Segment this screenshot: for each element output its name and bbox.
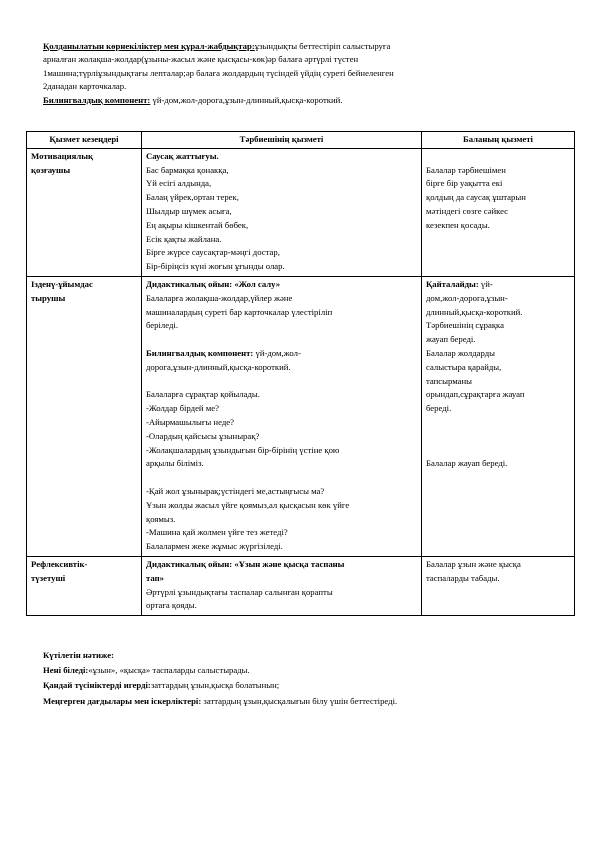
poem-line: Бірге жүрсе саусақтар-мәңгі достар,	[146, 247, 280, 258]
child-line: таспаларды табады.	[426, 572, 500, 583]
game-line: Әртүрлі ұзындықтағы таспалар салынған қорапты	[146, 586, 333, 597]
know-text: «ұзын», «қысқа» таспаларды салыстырады.	[88, 665, 250, 676]
child-line: Балалар ұзын және қысқа	[426, 558, 521, 569]
bilingual-label: Билингвалдық компонент:	[146, 347, 254, 358]
bilingual-text: үй-дом,жол-	[253, 347, 301, 358]
bilingual-label: Билингвалдық компонент:	[43, 94, 151, 105]
stage-line: қозғаушы	[31, 164, 71, 175]
question-line: Ұзын жолды жасыл үйге қоямыз,ал қысқасын көк үйге	[146, 499, 350, 510]
table-row	[27, 148, 575, 276]
teacher-cell	[142, 148, 422, 276]
results-heading: Күтілетін нәтиже:	[43, 650, 114, 660]
poem-line: Шылдыр шүмек асыға,	[146, 205, 232, 216]
repeat-text: үй-	[478, 278, 493, 289]
child-line: длинный,қысқа-короткий.	[426, 306, 523, 317]
bilingual-paragraph	[43, 94, 563, 107]
child-line: береді.	[426, 403, 452, 414]
skills-label: Меңгерген дағдылары мен іскерліктері:	[43, 695, 202, 706]
child-cell	[422, 276, 575, 556]
game-line: ортаға қояды.	[146, 600, 197, 611]
stage-line: түзетуші	[31, 572, 66, 583]
question-line: Балаларға сұрақтар қойылады.	[146, 389, 260, 400]
poem-line: Ең ақыры кішкентай бөбек,	[146, 219, 249, 230]
child-line: бірге бір уақытта екі	[426, 178, 503, 189]
skills-text: заттардың ұзын,қысқалығын білу үшін беттестіреді.	[201, 695, 398, 706]
poem-line: Балаң үйрек,ортан терек,	[146, 192, 239, 203]
know-label: Нені біледі:	[43, 665, 89, 676]
game-line: Балаларға жолақша-жолдар,үйлер және	[146, 292, 293, 303]
equipment-paragraph	[43, 40, 563, 53]
equipment-line: арналған жолақша-жолдар(ұзыны-жасыл және қысқасы-көк)әр балаға әртүрлі түстен	[43, 54, 359, 65]
question-line: қоямыз.	[146, 513, 176, 524]
game-title: Дидактикалық ойын: «Ұзын және қысқа таспаны	[146, 558, 345, 569]
know-line	[43, 663, 563, 678]
equipment-label: Қолданылатын көрнекіліктер мен құрал-жабдықтар:	[43, 41, 255, 51]
teacher-cell	[142, 276, 422, 556]
poem-line: Үй есігі алдында,	[146, 178, 212, 189]
stage-cell	[27, 556, 142, 615]
child-line: салыстыра қарайды,	[426, 361, 502, 372]
poem-line: Бір-біріңсіз күні жоғын ұғынды олар.	[146, 261, 285, 272]
child-cell	[422, 148, 575, 276]
lesson-table	[26, 131, 575, 616]
exercise-title: Саусақ жаттығуы.	[146, 150, 219, 161]
child-line: Балалар жауап береді.	[426, 458, 508, 469]
ideas-line	[43, 678, 563, 693]
bilingual-line	[146, 347, 417, 361]
stage-line: Мотивациялық	[31, 150, 93, 161]
ideas-label: Қандай түсініктерді игерді:	[43, 680, 151, 691]
poem-line: Есік қақты жайлана.	[146, 233, 222, 244]
equipment-line: 2данадан карточкалар.	[43, 81, 127, 92]
table-row	[27, 276, 575, 556]
table-row	[27, 556, 575, 615]
question-line: Балалармен жеке жұмыс жүргізіледі.	[146, 541, 283, 552]
stage-line: тырушы	[31, 292, 66, 303]
equipment-line: 1машина;түрліұзындықтағы лепталар;әр балаға жолдардың түсіндей үйдің суреті бейнеленген	[43, 67, 394, 78]
child-line: Балалар жолдарды	[426, 347, 496, 358]
game-title: тап»	[146, 572, 164, 583]
child-line: тапсырманы	[426, 375, 472, 386]
child-line	[426, 278, 570, 292]
question-line: -Олардың қайсысы ұзынырақ?	[146, 430, 260, 441]
stage-cell	[27, 148, 142, 276]
question-line: -Машина қай жолмен үйге тез жетеді?	[146, 527, 288, 538]
child-line: жауап береді.	[426, 334, 476, 345]
intro-section	[43, 40, 563, 107]
question-line: -Қай жол ұзынырақ;үстіндегі ме,астыңғысы ма?	[146, 485, 325, 496]
child-cell	[422, 556, 575, 615]
skills-line	[43, 694, 563, 709]
header-child: Баланың қызметі	[422, 132, 575, 149]
expected-results	[43, 648, 563, 709]
child-line: кезекпен қосады.	[426, 219, 490, 230]
child-line: мәтіндегі сөзге сәйкес	[426, 205, 509, 216]
table-header-row	[27, 132, 575, 149]
child-line: Тәрбиешінің сұрақка	[426, 320, 504, 331]
stage-cell	[27, 276, 142, 556]
child-line: дом,жол-дорога,ұзын-	[426, 292, 508, 303]
game-line: машиналардың суреті бар карточкалар үлестіріліп	[146, 306, 333, 317]
game-title: Дидактикалық ойын: «Жол салу»	[146, 278, 281, 289]
question-line: -Жолақшалардың ұзындығын бір-бірінің үстіне қою	[146, 444, 340, 455]
child-line: Балалар тәрбиешімен	[426, 164, 506, 175]
child-line: орындап,сұрақтарға жауап	[426, 389, 525, 400]
stage-line: Ізденү-ұйымдас	[31, 278, 93, 289]
game-line: беріледі.	[146, 320, 179, 331]
ideas-text: заттардың ұзын,қысқа болатынын;	[150, 680, 280, 691]
question-line: -Айырмашылығы неде?	[146, 416, 234, 427]
question-line: арқылы біліміз.	[146, 458, 204, 469]
question-line: -Жолдар бірдей ме?	[146, 403, 219, 414]
header-teacher: Тәрбиешінің қызметі	[142, 132, 422, 149]
equipment-line: ұзындықты беттестіріп салыстыруға	[254, 41, 391, 51]
header-stage: Қызмет кезеңдері	[27, 132, 142, 149]
teacher-cell	[142, 556, 422, 615]
poem-line: Бас бармақка қонакқа,	[146, 164, 229, 175]
stage-line: Рефлексивтік-	[31, 558, 88, 569]
repeat-label: Қайталайды:	[426, 278, 479, 289]
child-line: қолдың да саусақ ұштарын	[426, 192, 526, 203]
bilingual-text: үй-дом,жол-дорога,ұзын-длинный,қысқа-короткий.	[150, 94, 343, 105]
bilingual-line: дорога,ұзын-длинный,қысқа-короткий.	[146, 361, 291, 372]
